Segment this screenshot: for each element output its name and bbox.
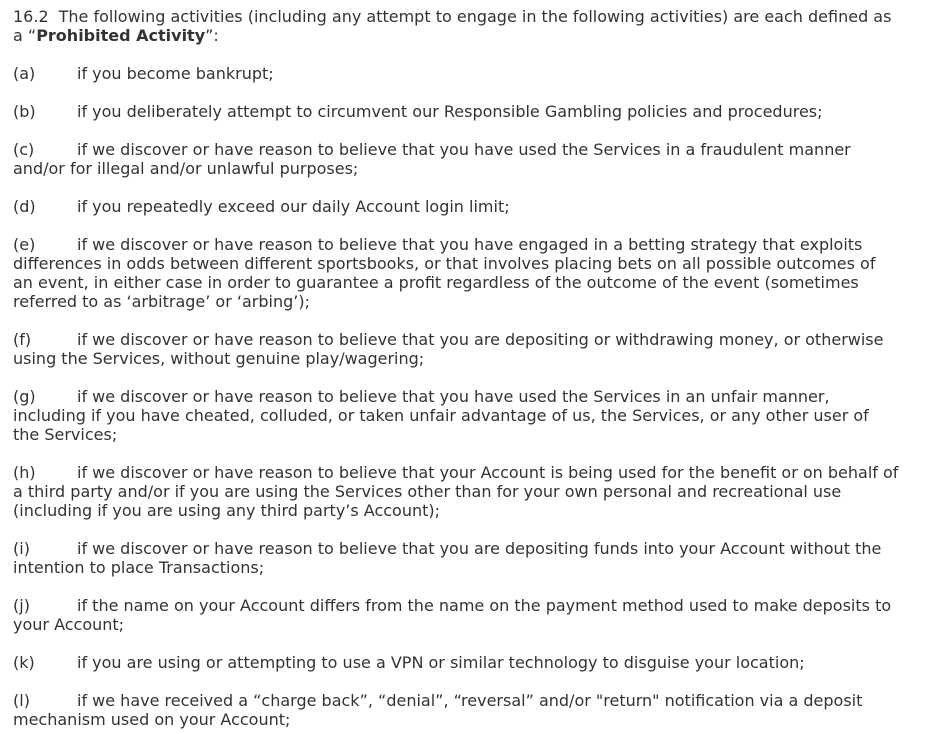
clause-text: if we discover or have reason to believe that you have used the Services in an unfair manner, including if you have cheated, colluded, or taken unfair advantage of us, the Services, or any other user of the Services; [13,387,869,444]
section-number: 16.2 [13,7,49,26]
clause-a [13,64,900,83]
clause-text: if you deliberately attempt to circumvent our Responsible Gambling policies and procedures; [77,102,823,121]
clause-text: if you are using or attempting to use a VPN or similar technology to disguise your location; [77,653,805,672]
clause-text: if we discover or have reason to believe that your Account is being used for the benefit or on behalf of a third party and/or if you are using the Services other than for your own personal and recreational use (including if you are using any third party’s Account); [13,463,899,520]
intro-text-end: ”: [205,26,219,45]
clause-label: (f) [13,330,32,349]
clause-label: (l) [13,691,30,710]
clause-text: if the name on your Account differs from the name on the payment method used to make deposits to your Account; [13,596,892,634]
clause-f [13,330,900,368]
clause-text: if we discover or have reason to believe that you have used the Services in a fraudulent manner and/or for illegal and/or unlawful purposes; [13,140,851,178]
clause-k [13,653,900,672]
clause-i [13,539,900,577]
clause-text: if we have received a “charge back”, “denial”, “reversal” and/or "return" notification via a deposit mechanism used on your Account; [13,691,863,729]
clause-label: (b) [13,102,36,121]
clause-b [13,102,900,121]
clause-text: if we discover or have reason to believe that you are depositing or withdrawing money, or otherwise using the Services, without genuine play/wagering; [13,330,884,368]
clause-label: (g) [13,387,36,406]
clause-label: (a) [13,64,36,83]
clause-label: (i) [13,539,30,558]
defined-term: Prohibited Activity [36,26,206,45]
clause-c [13,140,900,178]
clause-text: if you become bankrupt; [77,64,274,83]
clause-label: (j) [13,596,30,615]
clause-g [13,387,900,444]
clause-text: if we discover or have reason to believe that you are depositing funds into your Account without the intention to place Transactions; [13,539,882,577]
clause-l [13,691,900,729]
clause-text: if we discover or have reason to believe that you have engaged in a betting strategy that exploits differences in odds between different sportsbooks, or that involves placing bets on all possible outcomes of an event, in either case in order to guarantee a profit regardless of the outcome of the event (sometimes referred to as ‘arbitrage’ or ‘arbing’); [13,235,876,311]
clause-e [13,235,900,311]
clause-label: (k) [13,653,35,672]
clause-label: (c) [13,140,35,159]
clause-label: (e) [13,235,36,254]
intro-text: The following activities (including any attempt to engage in the following activities) are each defined as a “ [13,7,892,45]
clause-label: (h) [13,463,36,482]
clause-16-2-intro [13,7,900,45]
clause-d [13,197,900,216]
clause-h [13,463,900,520]
clause-label: (d) [13,197,36,216]
clause-j [13,596,900,634]
clause-text: if you repeatedly exceed our daily Account login limit; [77,197,510,216]
